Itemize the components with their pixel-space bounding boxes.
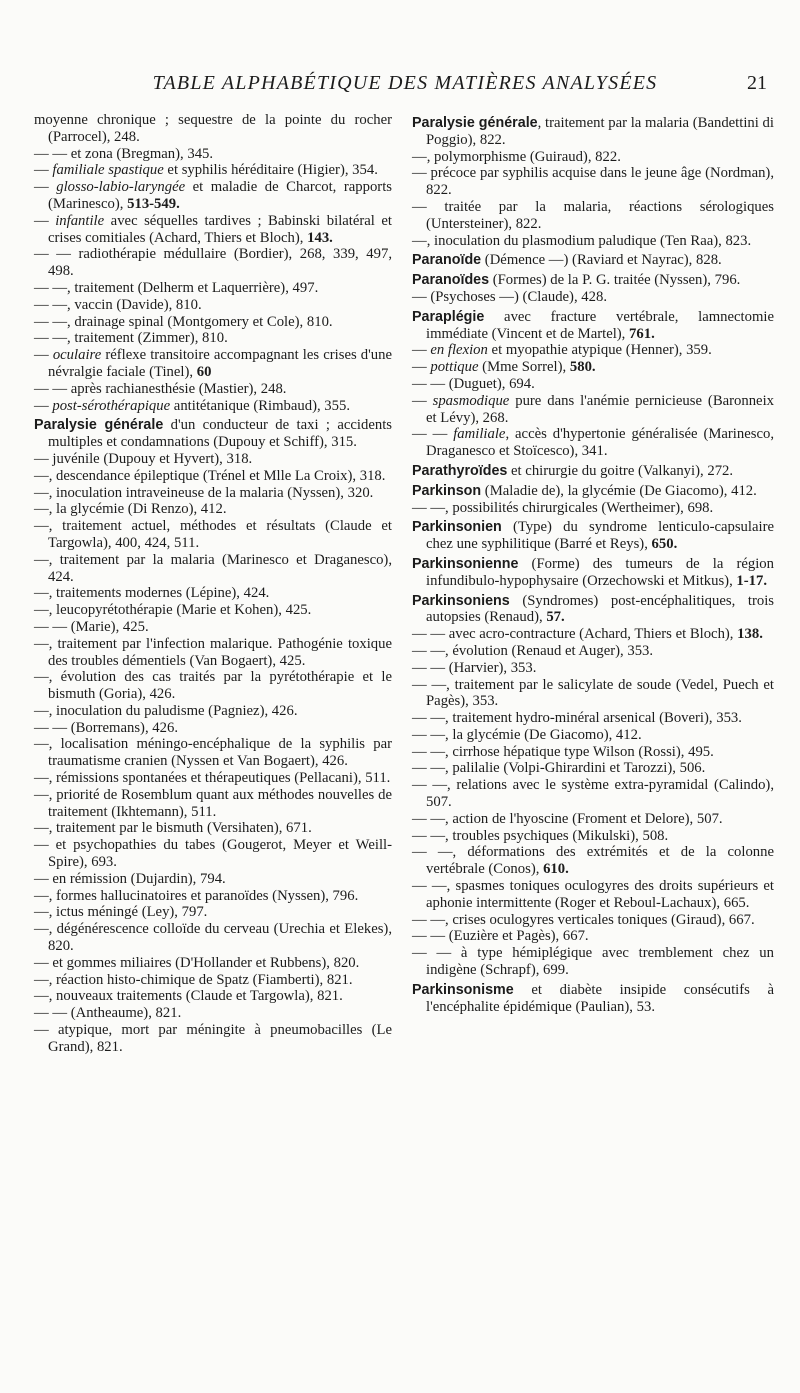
- entry-text: —: [34, 347, 53, 364]
- entry-text: —, localisation méningo-encéphalique de la syphilis par traumatisme cranien (Nyssen et Van Bogaert), 426.: [34, 736, 392, 770]
- index-entry: [34, 585, 392, 602]
- entry-text: réflexe transitoire accompagnant les crises d'une névralgie faciale (Tinel),: [48, 347, 392, 380]
- index-entry: [34, 736, 392, 770]
- entry-text: 57.: [546, 609, 565, 626]
- index-entry: [412, 744, 774, 761]
- entry-headword: Paranoïde: [412, 252, 482, 269]
- entry-text: — — radiothérapie médullaire (Bordier), 268, 339, 497, 498.: [34, 246, 392, 280]
- index-entry: [34, 636, 392, 670]
- entry-text: — —, cirrhose hépatique type Wilson (Rossi), 495.: [412, 743, 714, 760]
- entry-text: —: [412, 359, 431, 376]
- index-entry: [412, 426, 774, 460]
- index-entry: [34, 213, 392, 247]
- page-number: 21: [747, 72, 767, 94]
- entry-text: — — (Borremans), 426.: [34, 719, 178, 736]
- entry-text: —, inoculation du paludisme (Pagniez), 426.: [34, 702, 298, 719]
- index-entry: [34, 280, 392, 297]
- entry-text: — atypique, mort par méningite à pneumobacilles (Le Grand), 821.: [34, 1022, 392, 1055]
- entry-text: —: [34, 162, 53, 179]
- index-entry: [34, 988, 392, 1005]
- entry-text: 513-549.: [127, 195, 180, 212]
- entry-text: — —, la glycémie (De Giacomo), 412.: [412, 726, 642, 743]
- entry-text: — —, déformations des extrémités et de la colonne vertébrale (Conos),: [412, 844, 774, 878]
- entry-text: oculaire: [52, 347, 102, 364]
- entry-headword: Paranoïdes: [412, 272, 490, 289]
- entry-text: (Formes) de la P. G. traitée (Nyssen), 796.: [489, 272, 741, 289]
- index-entry: [412, 359, 774, 376]
- index-entry: [34, 162, 392, 179]
- entry-text: — —, évolution (Renaud et Auger), 353.: [412, 642, 654, 659]
- index-entry: [34, 955, 392, 972]
- entry-text: (Type) du syndrome lenticulo-capsulaire chez une syphilitique (Barré et Reys),: [426, 519, 774, 553]
- entry-text: — — avec acro-contracture (Achard, Thiers et Bloch),: [412, 626, 738, 643]
- index-entry: [412, 289, 774, 306]
- entry-text: — précoce par syphilis acquise dans le jeune âge (Nordman), 822.: [412, 165, 774, 199]
- entry-text: —, inoculation du plasmodium paludique (Ten Raa), 823.: [412, 232, 752, 249]
- entry-text: — — à type hémiplégique avec tremblement chez un indigène (Schrapf), 699.: [412, 945, 774, 979]
- index-entry-heading: [412, 556, 774, 590]
- index-entry: [34, 552, 392, 586]
- index-entry: [34, 703, 392, 720]
- entry-text: — — (Duguet), 694.: [412, 375, 535, 392]
- entry-text: — —, relations avec le système extra-pyramidal (Calindo), 507.: [412, 777, 774, 811]
- index-entry: [34, 314, 392, 331]
- entry-text: pottique: [430, 359, 479, 376]
- entry-text: — —, traitement hydro-minéral arsenical (Boveri), 353.: [412, 710, 742, 727]
- index-entry: [412, 393, 774, 427]
- index-entry: [412, 760, 774, 777]
- entry-text: post-sérothérapique: [52, 397, 171, 414]
- entry-text: — juvénile (Dupouy et Hyvert), 318.: [34, 450, 253, 467]
- entry-text: —, traitement actuel, méthodes et résultats (Claude et Targowla), 400, 424, 511.: [34, 518, 392, 551]
- index-entry-heading: [412, 115, 774, 149]
- entry-text: —: [34, 179, 57, 196]
- index-entry: [34, 619, 392, 636]
- index-entry: [412, 165, 774, 199]
- entry-text: —, inoculation intraveineuse de la malaria (Nyssen), 320.: [34, 484, 374, 501]
- entry-text: — —, troubles psychiques (Mikulski), 508.: [412, 827, 669, 844]
- entry-text: en flexion: [430, 342, 488, 359]
- entry-text: — —, traitement par le salicylate de soude (Vedel, Puech et Pagès), 353.: [412, 676, 774, 710]
- entry-text: , accès d'hypertonie généralisée (Marinesco, Draganesco et Stoïcesco), 341.: [426, 426, 774, 460]
- entry-text: 650.: [651, 536, 678, 553]
- index-entry: [34, 787, 392, 821]
- entry-text: et maladie de Charcot, rapports (Marinesco),: [48, 179, 392, 212]
- entry-text: —, descendance épileptique (Trénel et Mlle La Croix), 318.: [34, 467, 386, 484]
- entry-text: — — (Harvier), 353.: [412, 659, 537, 676]
- entry-text: — —, crises oculogyres verticales toniques (Giraud), 667.: [412, 911, 755, 928]
- entry-text: et myopathie atypique (Henner), 359.: [487, 342, 712, 359]
- index-entry-heading: [412, 463, 774, 480]
- right-column: [412, 112, 774, 1015]
- entry-headword: Parkinsonien: [412, 519, 502, 536]
- index-entry: [34, 669, 392, 703]
- entry-text: — et gommes miliaires (D'Hollander et Rubbens), 820.: [34, 954, 360, 971]
- entry-text: —, la glycémie (Di Renzo), 412.: [34, 501, 227, 518]
- entry-text: —: [34, 397, 53, 414]
- entry-text: (Maladie de), la glycémie (De Giacomo), 412.: [481, 482, 757, 499]
- entry-text: (Démence —) (Raviard et Nayrac), 828.: [481, 252, 722, 269]
- index-entry: [412, 811, 774, 828]
- entry-text: — —, traitement (Delherm et Laquerrière), 497.: [34, 279, 319, 296]
- entry-text: et diabète insipide consécutifs à l'encéphalite épidémique (Paulian), 53.: [426, 981, 774, 1015]
- entry-text: — —, action de l'hyoscine (Froment et Delore), 507.: [412, 810, 723, 827]
- index-entry: [34, 501, 392, 518]
- index-entry: [34, 602, 392, 619]
- index-entry: [34, 246, 392, 280]
- entry-text: (Syndromes) post-encéphalitiques, trois autopsies (Renaud),: [426, 592, 774, 626]
- index-entry: [412, 376, 774, 393]
- index-entry: [412, 660, 774, 677]
- entry-text: — et psychopathies du tabes (Gougerot, Meyer et Weill-Spire), 693.: [34, 837, 392, 871]
- index-entry: [34, 1022, 392, 1056]
- index-entry: [412, 727, 774, 744]
- entry-text: —, leucopyrétothérapie (Marie et Kohen), 425.: [34, 602, 312, 619]
- index-entry: [412, 777, 774, 811]
- entry-text: pure dans l'anémie pernicieuse (Baronneix et Lévy), 268.: [426, 392, 774, 426]
- entry-text: — en rémission (Dujardin), 794.: [34, 870, 226, 887]
- entry-text: et syphilis héréditaire (Higier), 354.: [163, 162, 378, 179]
- index-entry: [34, 837, 392, 871]
- index-entry: [412, 342, 774, 359]
- entry-text: —, polymorphisme (Guiraud), 822.: [412, 148, 621, 165]
- entry-text: 761.: [629, 325, 655, 342]
- index-entry: [412, 626, 774, 643]
- entry-text: —, dégénérescence colloïde du cerveau (Urechia et Elekes), 820.: [34, 921, 392, 955]
- index-entry: [412, 199, 774, 233]
- index-entry: [34, 871, 392, 888]
- entry-text: —: [34, 212, 56, 229]
- entry-text: d'un conducteur de taxi ; accidents multiples et condamnations (Dupouy et Schiff), 315.: [48, 417, 392, 451]
- entry-text: — —, drainage spinal (Montgomery et Cole), 810.: [34, 313, 333, 330]
- index-entry: [34, 112, 392, 146]
- entry-text: —, évolution des cas traités par la pyrétothérapie et le bismuth (Goria), 426.: [34, 669, 392, 703]
- index-entry-heading: [412, 252, 774, 269]
- index-entry: [412, 677, 774, 711]
- entry-text: 143.: [307, 229, 333, 246]
- entry-text: 580.: [569, 359, 596, 376]
- entry-text: —, réaction histo-chimique de Spatz (Fiamberti), 821.: [34, 971, 353, 988]
- entry-text: spasmodique: [432, 392, 510, 409]
- entry-text: — — après rachianesthésie (Mastier), 248.: [34, 380, 287, 397]
- index-entry: [412, 828, 774, 845]
- index-entry: [34, 820, 392, 837]
- entry-headword: Parkinsonisme: [412, 981, 514, 998]
- entry-headword: Parkinson: [412, 482, 482, 499]
- entry-text: — —, vaccin (Davide), 810.: [34, 296, 202, 313]
- index-entry: [412, 500, 774, 517]
- entry-text: infantile: [55, 212, 105, 229]
- entry-text: familiale spastique: [52, 162, 164, 179]
- index-entry: [34, 972, 392, 989]
- entry-text: 1-17.: [736, 572, 768, 589]
- index-entry: [412, 643, 774, 660]
- entry-headword: Paraplégie: [412, 308, 485, 325]
- index-entry: [34, 179, 392, 213]
- entry-text: — —, traitement (Zimmer), 810.: [34, 330, 228, 347]
- index-entry: [34, 888, 392, 905]
- index-entry: [34, 904, 392, 921]
- index-entry-heading: [412, 309, 774, 343]
- index-entry-heading: [412, 593, 774, 627]
- index-entry: [34, 398, 392, 415]
- entry-text: — — et zona (Bregman), 345.: [34, 145, 214, 162]
- entry-headword: Parkinsoniens: [412, 592, 510, 609]
- index-entry-heading: [412, 519, 774, 553]
- entry-text: —, traitement par le bismuth (Versihaten), 671.: [34, 820, 312, 837]
- left-column: [34, 112, 392, 1056]
- entry-text: avec fracture vertébrale, lamnectomie immédiate (Vincent et de Martel),: [426, 308, 774, 342]
- index-entry-heading: [34, 417, 392, 451]
- index-entry: [412, 233, 774, 250]
- index-entry: [412, 710, 774, 727]
- index-entry: [34, 451, 392, 468]
- page-header: [0, 66, 800, 100]
- entry-headword: Paralysie générale: [412, 115, 538, 131]
- entry-headword: Paralysie générale: [34, 417, 164, 434]
- index-entry: [412, 878, 774, 912]
- entry-text: 60: [196, 363, 212, 380]
- entry-text: — — (Marie), 425.: [34, 618, 149, 635]
- entry-text: — —, palilalie (Volpi-Ghirardini et Tarozzi), 506.: [412, 760, 706, 777]
- entry-text: — — (Euzière et Pagès), 667.: [412, 928, 589, 945]
- entry-text: — — (Antheaume), 821.: [34, 1005, 182, 1022]
- entry-text: —, ictus méningé (Ley), 797.: [34, 904, 208, 921]
- index-entry: [412, 149, 774, 166]
- entry-text: et chirurgie du goitre (Valkanyi), 272.: [507, 462, 734, 479]
- entry-text: —: [412, 392, 433, 409]
- index-entry: [34, 297, 392, 314]
- entry-text: 138.: [737, 626, 763, 643]
- entry-text: moyenne chronique ; sequestre de la pointe du rocher (Parrocel), 248.: [34, 112, 392, 145]
- index-entry: [34, 720, 392, 737]
- index-entry: [34, 146, 392, 163]
- index-entry: [34, 921, 392, 955]
- running-title: TABLE ALPHABÉTIQUE DES MATIÈRES ANALYSÉES: [152, 72, 658, 94]
- entry-text: —: [412, 342, 431, 359]
- entry-text: familiale: [453, 426, 506, 443]
- index-entry: [412, 912, 774, 929]
- entry-text: — —: [412, 426, 454, 443]
- entry-headword: Parkinsonienne: [412, 555, 519, 572]
- entry-text: — traitée par la malaria, réactions sérologiques (Untersteiner), 822.: [412, 198, 774, 232]
- entry-text: —, priorité de Rosemblum quant aux méthodes nouvelles de traitement (Ikhtemann), 511.: [34, 786, 392, 820]
- index-entry: [34, 330, 392, 347]
- entry-text: —, traitement par la malaria (Marinesco et Draganesco), 424.: [34, 551, 392, 585]
- index-entry: [412, 945, 774, 979]
- index-entry: [34, 485, 392, 502]
- index-entry: [34, 770, 392, 787]
- entry-text: — —, possibilités chirurgicales (Wertheimer), 698.: [412, 499, 714, 516]
- entry-text: , traitement par la malaria (Bandettini di Poggio), 822.: [426, 115, 774, 148]
- index-entry: [34, 1005, 392, 1022]
- entry-text: —, rémissions spontanées et thérapeutiques (Pellacani), 511.: [34, 770, 391, 787]
- entry-text: —, nouveaux traitements (Claude et Targowla), 821.: [34, 988, 343, 1005]
- index-entry: [412, 928, 774, 945]
- entry-text: —, formes hallucinatoires et paranoïdes (Nyssen), 796.: [34, 887, 359, 904]
- index-entry: [34, 518, 392, 552]
- entry-text: —, traitements modernes (Lépine), 424.: [34, 585, 270, 602]
- entry-text: —, traitement par l'infection malarique. Pathogénie toxique des troubles démentiels (Van Bogaert), 425.: [34, 635, 392, 669]
- entry-text: — —, spasmes toniques oculogyres des droits supérieurs et aphonie intermittente (Roger et Reboul-Lachaux), 665.: [412, 878, 774, 911]
- index-entry-heading: [412, 483, 774, 500]
- index-entry-heading: [412, 982, 774, 1016]
- entry-headword: Parathyroïdes: [412, 462, 508, 479]
- entry-text: antitétanique (Rimbaud), 355.: [170, 397, 351, 414]
- index-entry: [34, 381, 392, 398]
- entry-text: avec séquelles tardives ; Babinski bilatéral et crises comitiales (Achard, Thiers et Bloch),: [48, 212, 392, 246]
- entry-text: (Forme) des tumeurs de la région infundibulo-hypophysaire (Orzechowski et Mitkus),: [426, 555, 774, 589]
- index-entry: [412, 844, 774, 878]
- entry-text: — (Psychoses —) (Claude), 428.: [412, 288, 607, 305]
- index-entry: [34, 347, 392, 381]
- entry-text: (Mme Sorrel),: [478, 359, 570, 376]
- index-entry: [34, 468, 392, 485]
- entry-text: 610.: [543, 861, 569, 878]
- entry-text: glosso-labio-laryngée: [56, 179, 186, 196]
- index-entry-heading: [412, 272, 774, 289]
